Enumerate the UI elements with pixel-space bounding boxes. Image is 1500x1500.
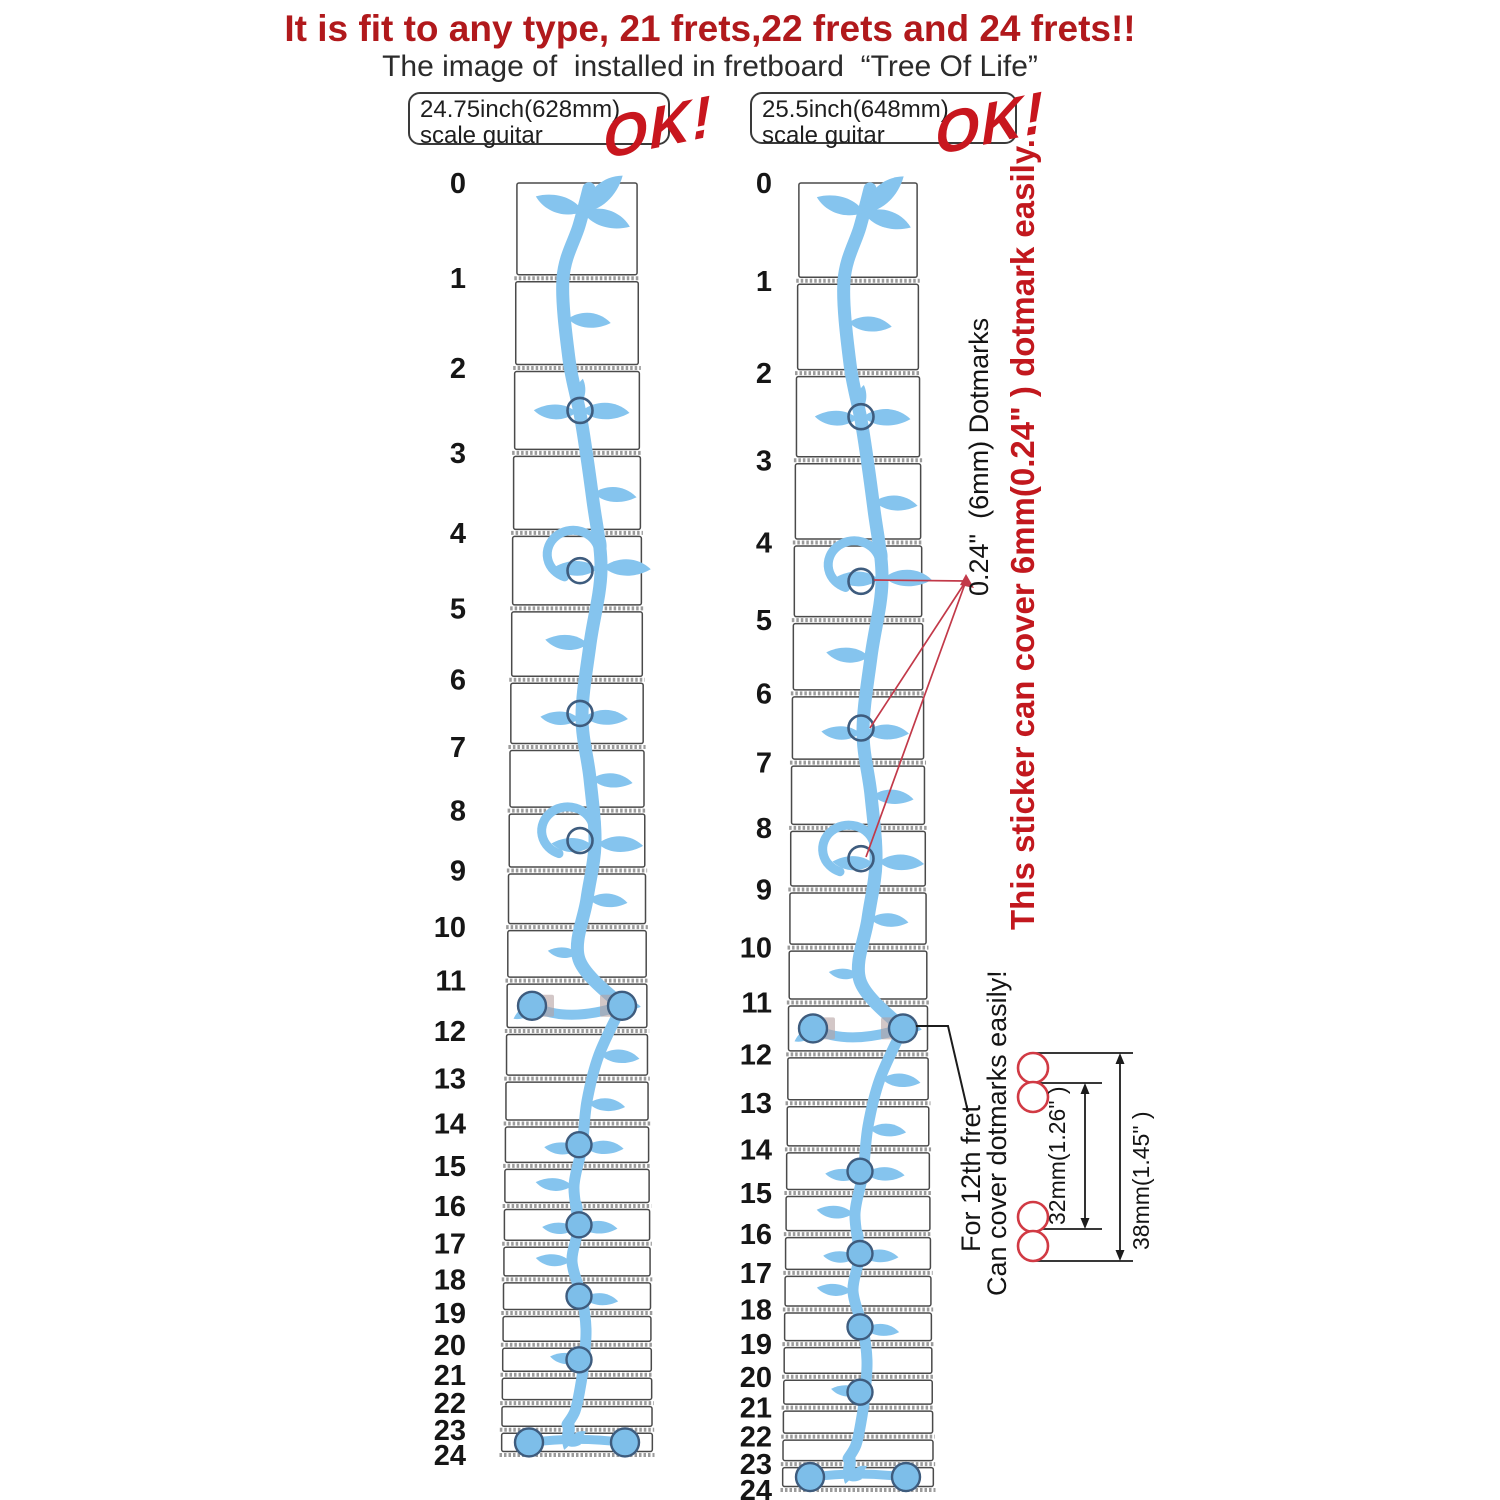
fret-number-right: 8 [755, 812, 772, 845]
dot-sticker-filled-17 [567, 1212, 592, 1237]
sticker-dot-outline [1018, 1053, 1048, 1083]
fret-number-right: 4 [755, 527, 772, 560]
dot-sticker-double-24 [796, 1463, 824, 1491]
sticker-dot-outline [1018, 1231, 1048, 1261]
fret-number-right: 22 [739, 1421, 772, 1454]
fret-number-left: 19 [433, 1298, 466, 1331]
fret-number-right: 0 [755, 168, 772, 200]
dot-sticker-filled-15 [567, 1132, 592, 1157]
dot-sticker-double-24 [611, 1428, 639, 1456]
fret-number-right: 21 [739, 1392, 772, 1425]
fret-number-right: 13 [739, 1088, 772, 1121]
subtitle: The image of installed in fretboard “Tree Of Life” [382, 50, 1038, 83]
dot-sticker-filled-19 [567, 1284, 592, 1309]
dot-sticker-double-12 [518, 992, 546, 1020]
dot-sticker-filled-17 [848, 1241, 873, 1266]
dimension-arrow-inner-head-bottom [1081, 1218, 1090, 1229]
fret-number-right: 19 [739, 1329, 772, 1362]
fret-number-left: 6 [449, 664, 466, 697]
scale-box-2475-line1: 24.75inch(628mm) [420, 96, 621, 123]
scale-box-255-line2: scale guitar [762, 122, 885, 149]
dot-sticker-double-24 [892, 1463, 920, 1491]
fret-number-left: 3 [449, 437, 466, 470]
fret-number-right: 2 [755, 358, 772, 391]
fret-number-left: 2 [449, 353, 466, 386]
dimension-diagram [1018, 1053, 1133, 1261]
fretboard-left [434, 168, 655, 1472]
fret-number-left: 5 [449, 593, 466, 626]
fret-number-right: 6 [755, 678, 772, 711]
fret-number-right: 16 [739, 1219, 772, 1252]
fret-number-left: 18 [433, 1264, 466, 1297]
fret-number-left: 15 [433, 1150, 466, 1183]
fret12-note-line2: Can cover dotmarks easily! [982, 970, 1012, 1296]
fret-number-right: 9 [755, 874, 772, 907]
fret-number-right: 7 [755, 747, 772, 780]
fret-number-left: 16 [433, 1190, 466, 1223]
dimension-outer-label: 38mm(1.45" ) [1128, 1111, 1154, 1250]
fret-number-left: 13 [433, 1063, 466, 1096]
dot-sticker-filled-21 [848, 1380, 873, 1405]
fret-number-right: 20 [739, 1361, 772, 1394]
fret-cell [784, 1348, 932, 1374]
fret-number-right: 17 [739, 1257, 772, 1290]
fret-number-left: 8 [449, 795, 466, 828]
dot-sticker-filled-21 [567, 1347, 592, 1372]
ok-stamp-left: OK! [602, 82, 715, 173]
fretboard-right [740, 168, 936, 1500]
sticker-note: This sticker can cover 6mm(0.24" ) dotmark easily. [1004, 139, 1041, 930]
fret-number-left: 22 [433, 1388, 466, 1421]
fret-number-left: 4 [449, 517, 466, 550]
fret-number-right: 10 [739, 932, 772, 965]
fret-number-left: 20 [433, 1329, 466, 1362]
dimension-inner-label: 32mm(1.26" ) [1044, 1086, 1070, 1225]
fret-number-left: 1 [449, 263, 466, 296]
fret12-note-line1: For 12th fret [956, 1104, 986, 1252]
fret-number-left: 12 [433, 1016, 466, 1048]
scale-box-2475-line2: scale guitar [420, 122, 543, 149]
fret-number-left: 14 [433, 1108, 466, 1141]
fret-number-right: 12 [739, 1039, 772, 1072]
fret-number-left: 23 [433, 1414, 466, 1447]
fret-number-right: 24 [739, 1475, 772, 1500]
dot-sticker-double-12 [799, 1014, 827, 1042]
fret-number-right: 18 [739, 1294, 772, 1327]
fret-number-left: 17 [433, 1228, 466, 1261]
fret-number-right: 5 [755, 605, 772, 638]
fret-number-right: 15 [739, 1177, 772, 1210]
dot-sticker-double-12 [608, 992, 636, 1020]
dotmark-size-label: 0.24" (6mm) Dotmarks [964, 317, 994, 596]
scale-box-255-line1: 25.5inch(648mm) [762, 96, 949, 123]
fret-cell [506, 1082, 648, 1120]
fret-number-left: 0 [449, 168, 466, 200]
dot-sticker-filled-19 [848, 1314, 873, 1339]
fret-number-left: 7 [449, 732, 466, 765]
fret-number-right: 23 [739, 1449, 772, 1482]
dimension-arrow-outer-head-top [1116, 1053, 1125, 1064]
fret-number-right: 14 [739, 1134, 772, 1167]
fret-number-left: 10 [433, 912, 466, 945]
ok-stamp-right: OK! [934, 78, 1047, 169]
fret-number-left: 9 [449, 855, 466, 888]
dot-sticker-filled-15 [848, 1159, 873, 1184]
fret-cell [787, 1107, 929, 1146]
fret-cell [503, 1317, 651, 1342]
dot-sticker-double-24 [515, 1428, 543, 1456]
fret-number-right: 3 [755, 445, 772, 478]
dimension-arrow-inner-head-top [1081, 1083, 1090, 1094]
dimension-arrow-outer-head-bottom [1116, 1250, 1125, 1261]
page-title: It is fit to any type, 21 frets,22 frets and 24 frets!! [284, 8, 1136, 49]
fret-number-left: 21 [433, 1359, 466, 1392]
callout-line [874, 580, 966, 581]
fret-number-left: 11 [435, 965, 466, 998]
dot-sticker-double-12 [889, 1014, 917, 1042]
fret-number-left: 24 [433, 1440, 466, 1472]
fret-number-right: 1 [755, 265, 772, 298]
fret-number-right: 11 [741, 987, 772, 1020]
